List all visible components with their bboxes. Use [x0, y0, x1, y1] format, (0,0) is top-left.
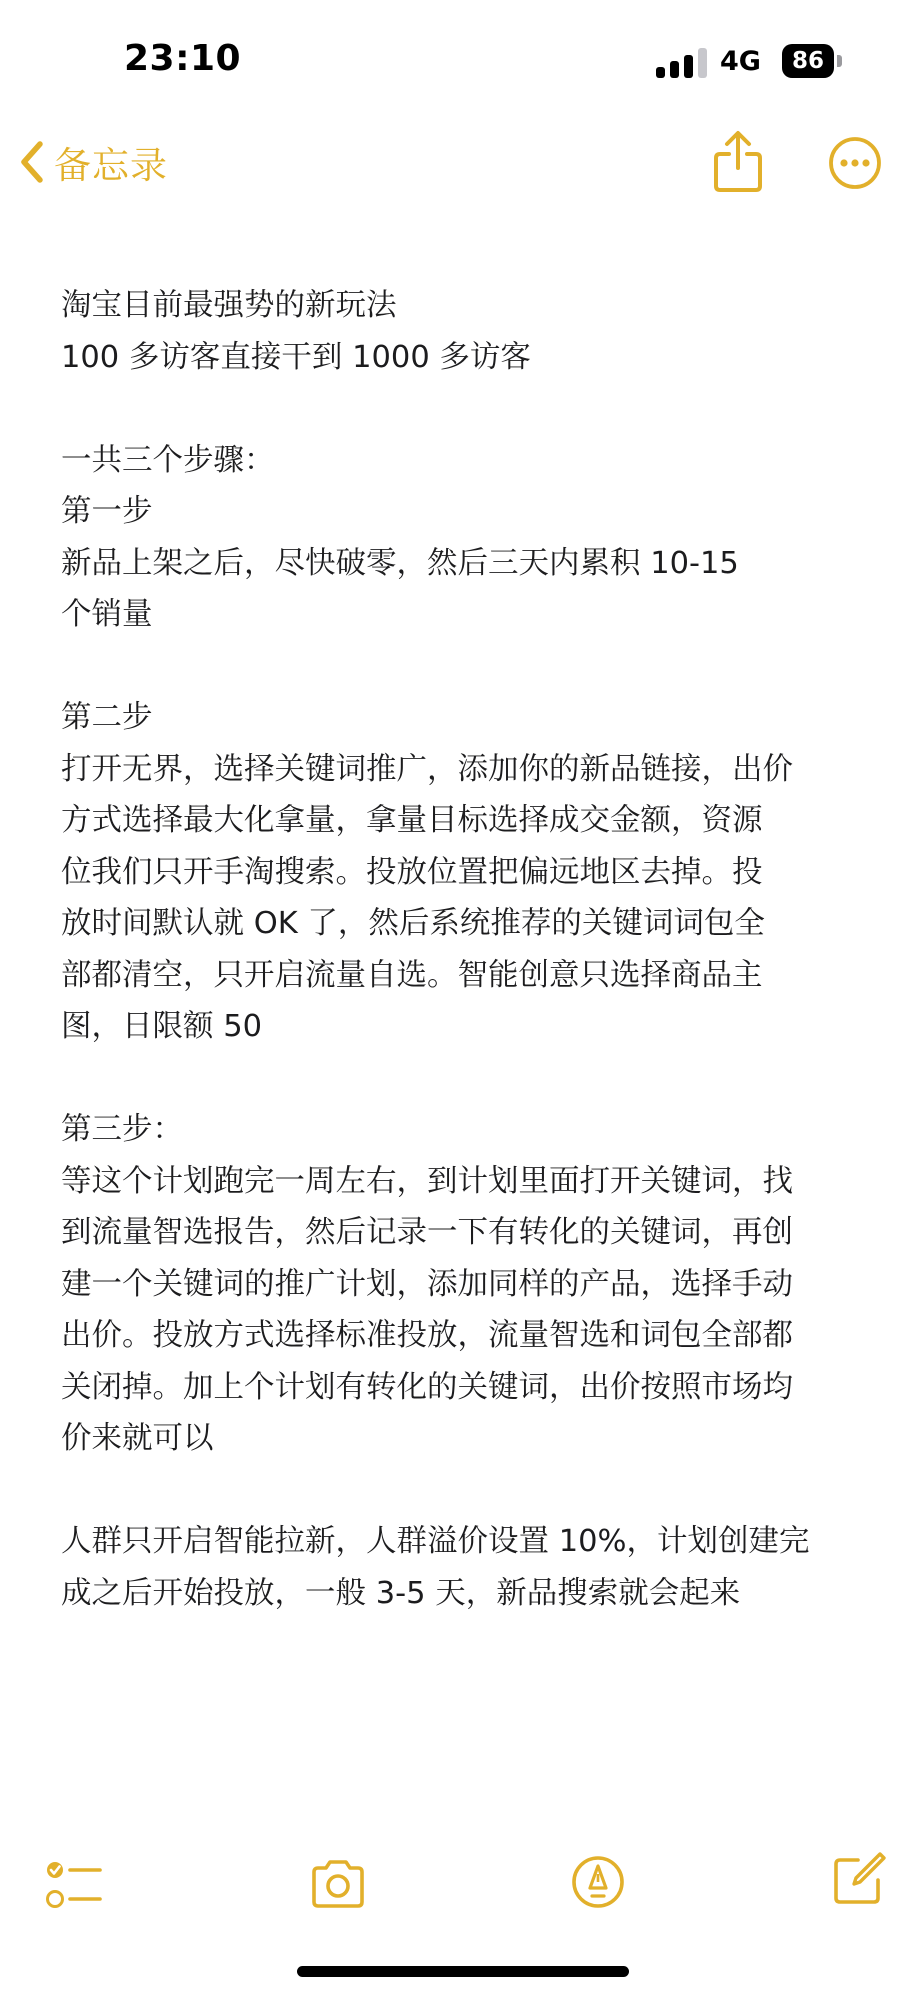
- note-line: 新品上架之后，尽快破零，然后三天内累积 10-15: [61, 545, 739, 581]
- network-type: 4G: [720, 46, 761, 77]
- note-line: 第三步：: [61, 1112, 183, 1147]
- back-button-label: 备忘录: [54, 144, 168, 187]
- checklist-icon[interactable]: [44, 1857, 104, 1913]
- note-line: 部都清空，只开启流量自选。智能创意只选择商品主: [61, 957, 763, 993]
- note-line: 出价。投放方式选择标准投放，流量智选和词包全部都: [61, 1318, 793, 1353]
- markup-pen-icon[interactable]: [570, 1854, 626, 1910]
- battery-cap: [837, 55, 842, 67]
- note-line: 图，日限额 50: [61, 1009, 263, 1044]
- note-line: 方式选择最大化拿量，拿量目标选择成交金额，资源: [61, 803, 763, 838]
- status-bar: [0, 0, 923, 120]
- note-line: 人群只开启智能拉新，人群溢价设置 10%，计划创建完: [61, 1524, 810, 1559]
- note-line: 建一个关键词的推广计划，添加同样的产品，选择手动: [61, 1266, 793, 1302]
- note-line: 一共三个步骤：: [61, 442, 275, 478]
- note-line: 关闭掉。加上个计划有转化的关键词，出价按照市场均: [61, 1369, 793, 1405]
- note-line: 位我们只开手淘搜索。投放位置把偏远地区去掉。投: [61, 854, 763, 890]
- note-line: [61, 383, 861, 435]
- note-line: 打开无界，选择关键词推广，添加你的新品链接，出价: [61, 751, 793, 787]
- note-line: 价来就可以: [61, 1421, 214, 1456]
- status-time: 23:10: [124, 38, 242, 79]
- battery-icon: [782, 44, 844, 78]
- note-line: 个销量: [61, 597, 153, 632]
- note-line: 等这个计划跑完一周左右，到计划里面打开关键词，找: [61, 1163, 793, 1199]
- camera-icon[interactable]: [308, 1856, 368, 1912]
- compose-icon[interactable]: [828, 1850, 888, 1910]
- note-line: 第二步: [61, 700, 153, 735]
- note-line: [61, 1053, 861, 1105]
- cellular-signal-icon: [656, 48, 712, 78]
- note-line: 淘宝目前最强势的新玩法: [61, 288, 397, 323]
- back-button[interactable]: [20, 132, 168, 192]
- note-line: [61, 641, 861, 693]
- note-body[interactable]: [61, 280, 861, 1619]
- share-icon[interactable]: [708, 130, 768, 194]
- note-line: 100 多访客直接干到 1000 多访客: [61, 339, 531, 375]
- chevron-left-icon: [20, 141, 44, 183]
- note-line: 成之后开始投放，一般 3-5 天，新品搜索就会起来: [61, 1575, 741, 1611]
- bottom-toolbar: [0, 1840, 923, 1940]
- battery-level: 86: [782, 44, 834, 78]
- note-line: [61, 1465, 861, 1517]
- note-line: 第一步: [61, 494, 153, 529]
- navigation-bar: [0, 120, 923, 210]
- ellipsis-circle-icon[interactable]: [828, 136, 882, 190]
- home-indicator[interactable]: [297, 1966, 629, 1977]
- note-line: 到流量智选报告，然后记录一下有转化的关键词，再创: [61, 1215, 793, 1250]
- note-line: 放时间默认就 OK 了，然后系统推荐的关键词词包全: [61, 906, 765, 941]
